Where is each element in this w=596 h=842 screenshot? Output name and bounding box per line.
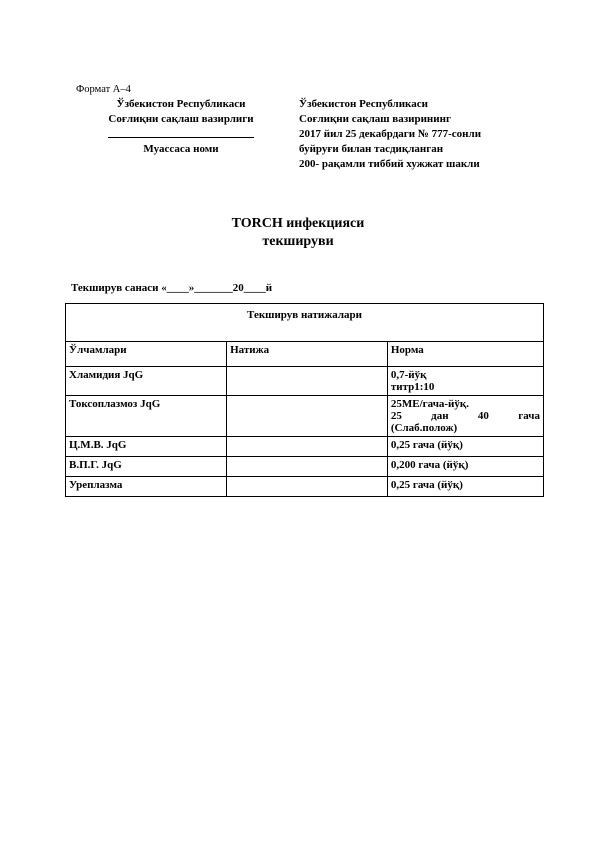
norm-line: 0,200 гача (йўқ) <box>390 459 469 471</box>
table-row <box>66 477 544 497</box>
right-header-line4: буйруғи билан тасдиқланган <box>299 143 444 155</box>
row-result <box>227 437 388 457</box>
row-norm <box>387 367 543 396</box>
results-table <box>65 303 544 497</box>
institution-name-blank <box>108 127 254 138</box>
table-row <box>66 437 544 457</box>
table-row <box>66 396 544 437</box>
row-name: В.П.Г. JqG <box>66 457 227 477</box>
exam-date-line: Текширув санаси «____»_______20____й <box>71 282 273 294</box>
row-name: Ц.М.В. JqG <box>66 437 227 457</box>
right-header-line1: Ўзбекистон Республикаси <box>299 98 428 110</box>
right-header-line3: 2017 йил 25 декабрдаги № 777-сонли <box>299 128 482 140</box>
right-header-line5: 200- рақамли тиббий хужжат шакли <box>299 158 480 170</box>
row-result <box>227 396 388 437</box>
institution-label: Муассаса номи <box>143 143 219 155</box>
row-name: Токсоплазмоз JqG <box>66 396 227 437</box>
column-header-norm: Норма <box>387 342 543 367</box>
right-header-line2: Соғлиқни сақлаш вазирининг <box>299 113 451 125</box>
title-line1: TORCH инфекцияси <box>231 216 365 231</box>
norm-line: 25 дан 40 гача <box>390 410 540 422</box>
left-header-line2: Соғлиқни сақлаш вазирлиги <box>108 113 254 125</box>
page-title <box>0 215 596 251</box>
format-label: Формат А–4 <box>76 84 131 95</box>
norm-line: 0,25 гача (йўқ) <box>390 439 463 451</box>
row-norm <box>387 457 543 477</box>
column-header-result: Натижа <box>227 342 388 367</box>
table-caption: Текширув натижалари <box>66 304 544 342</box>
row-norm <box>387 396 543 437</box>
column-header-measures: Ўлчамлари <box>66 342 227 367</box>
norm-line: 25МЕ/гача-йўқ. <box>390 398 469 410</box>
norm-line: титр1:10 <box>390 381 435 393</box>
norm-line: (Слаб.полож) <box>390 422 458 434</box>
row-result <box>227 477 388 497</box>
norm-line: 0,7-йўқ <box>390 369 427 381</box>
row-name: Хламидия JqG <box>66 367 227 396</box>
row-name: Уреплазма <box>66 477 227 497</box>
row-norm <box>387 437 543 457</box>
row-result <box>227 367 388 396</box>
row-result <box>227 457 388 477</box>
left-header <box>72 97 290 157</box>
table-row <box>66 457 544 477</box>
row-norm <box>387 477 543 497</box>
left-header-line1: Ўзбекистон Республикаси <box>116 98 246 110</box>
title-line2: текшируви <box>262 234 334 249</box>
table-row <box>66 367 544 396</box>
right-header <box>299 97 559 172</box>
norm-line: 0,25 гача (йўқ) <box>390 479 463 491</box>
